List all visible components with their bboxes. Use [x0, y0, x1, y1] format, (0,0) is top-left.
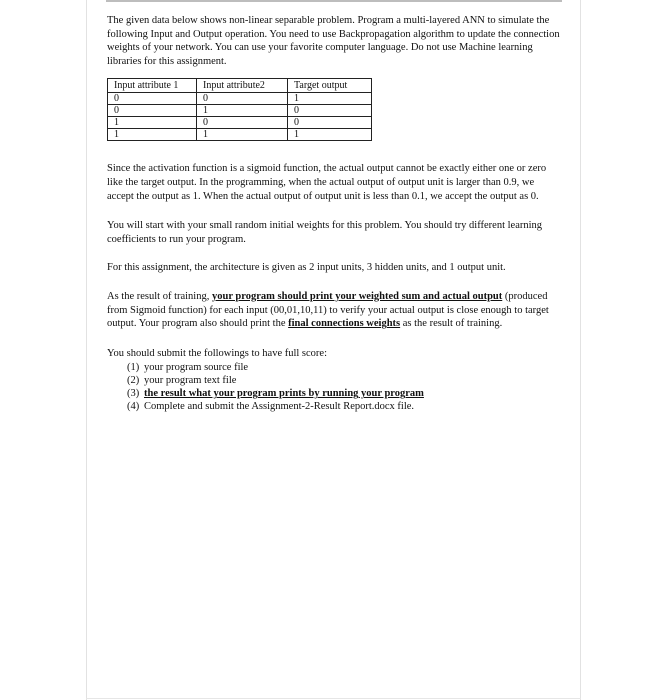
list-text: Complete and submit the Assignment-2-Result Report.docx file. [144, 401, 415, 413]
list-number: (2) [127, 375, 140, 387]
table-cell: 1 [108, 117, 197, 129]
architecture-paragraph: For this assignment, the architecture is given as 2 input units, 3 hidden units, and 1 output unit. [107, 262, 506, 274]
list-number: (4) [127, 401, 140, 413]
training-text: as the result of training. [400, 318, 503, 330]
page-edge-bottom [86, 698, 581, 699]
table-row [108, 105, 372, 117]
table-header-cell: Input attribute 1 [108, 79, 197, 93]
data-table [107, 78, 372, 141]
training-text: As the result of training, [107, 290, 212, 302]
list-number: (1) [127, 362, 140, 374]
table-header-cell: Target output [288, 79, 372, 93]
table-cell: 0 [197, 117, 288, 129]
list-number: (3) [127, 388, 140, 400]
page-edge-left [86, 0, 87, 700]
table-cell: 1 [197, 105, 288, 117]
training-emphasis: final connections weights [288, 318, 401, 330]
document-content [107, 14, 562, 413]
activation-paragraph: Since the activation function is a sigmoid function, the actual output cannot be exactly either one or zero like the target output. In the programming, when the actual output of output unit is larger than 0.9, we accept the output as 1. When the actual output of output unit is less than 0.1, we accept the output as 0. [107, 163, 547, 202]
submit-intro: You should submit the followings to have full score: [107, 347, 328, 359]
training-emphasis: your program should print your weighted sum and actual output [211, 290, 503, 302]
table-cell: 0 [288, 117, 372, 129]
top-divider [106, 0, 562, 2]
table-row [108, 93, 372, 105]
table-cell: 0 [108, 105, 197, 117]
list-item [127, 400, 562, 413]
table-cell: 0 [197, 93, 288, 105]
training-paragraph [107, 290, 562, 331]
list-text: your program source file [144, 362, 249, 374]
table-cell: 1 [108, 129, 197, 141]
list-item [127, 374, 562, 387]
table-cell: 0 [108, 93, 197, 105]
table-cell: 1 [288, 93, 372, 105]
list-item [127, 387, 562, 400]
table-header-cell: Input attribute2 [197, 79, 288, 93]
table-row [108, 129, 372, 141]
table-cell: 1 [288, 129, 372, 141]
table-cell: 0 [288, 105, 372, 117]
submit-list [107, 361, 562, 413]
list-text: your program text file [144, 375, 237, 387]
intro-paragraph: The given data below shows non-linear separable problem. Program a multi-layered ANN to simulate the following Input and Output operation. You need to use Backpropagation algorithm to update the connection weights of your network. You can use your favorite computer language. Do not use Machine learning libraries for this assignment. [107, 15, 560, 67]
list-text: the result what your program prints by running your program [144, 388, 424, 400]
table-header-row [108, 79, 372, 93]
page-edge-right [580, 0, 581, 700]
weights-paragraph: You will start with your small random initial weights for this problem. You should try different learning coefficients to run your program. [107, 220, 543, 245]
training-text: (produced from Sigmoid function) for each input (00,01,10,11) to verify your actual output is close enough to target output. Your program also should print the [107, 290, 549, 330]
table-row [108, 117, 372, 129]
list-item [127, 361, 562, 374]
table-cell: 1 [197, 129, 288, 141]
